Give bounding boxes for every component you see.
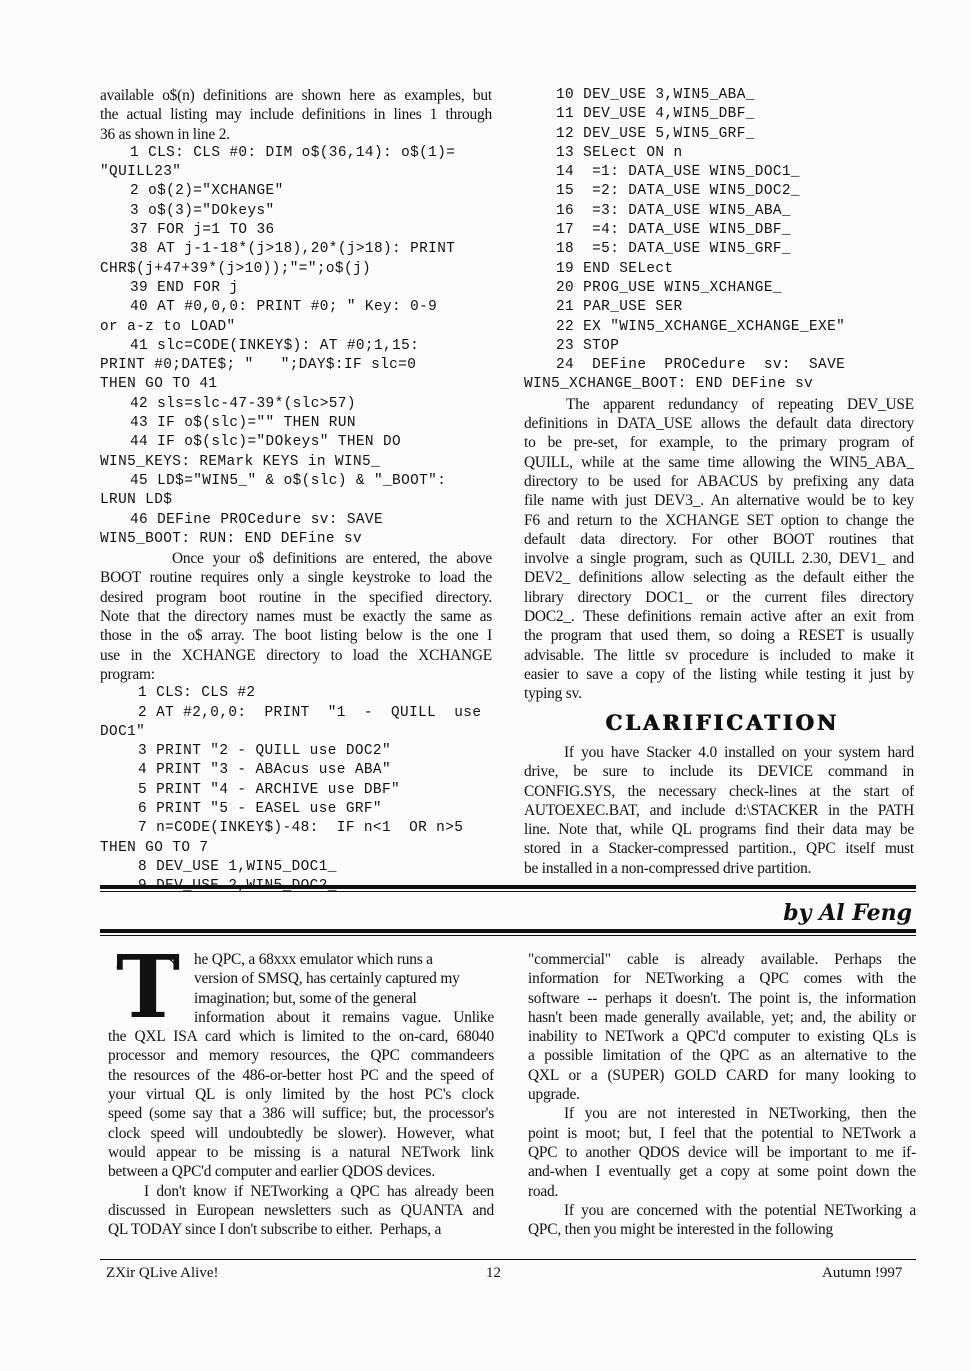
code-line: 45 LD$="WIN5_" & o$(slc) & "_BOOT": [130,472,447,489]
text-line: advisable. The little sv procedure is included to make it [524,646,914,664]
text-line: imagination; but, some of the general [194,989,417,1007]
code-line: 37 FOR j=1 TO 36 [130,222,275,239]
code-line: 18 =5: DATA_USE WIN5_GRF_ [556,241,791,258]
code-line: CHR$(j+47+39*(j>10));"=";o$(j) [100,260,372,277]
code-line: 1 CLS: CLS #0: DIM o$(36,14): o$(1)= [130,144,456,161]
text-line: inability to NETwork a QPC'd computer to existing QLs is [528,1028,916,1046]
text-line: default data directory. For other BOOT routines that [524,530,914,548]
code-line: 42 sls=slc-47-39*(slc>57) [130,395,356,412]
code-line: 3 o$(3)="DOkeys" [130,202,275,219]
text-line: between a QPC'd computer and earlier QDOS devices. [108,1163,435,1181]
text-line: desired program boot routine in the specified directory. [100,588,492,606]
text-line: AUTOEXEC.BAT, and include d:\STACKER in the PATH [524,801,914,819]
code-line: 2 o$(2)="XCHANGE" [130,183,284,200]
text-line: road. [528,1182,559,1200]
code-line: 13 SELect ON n [556,144,683,161]
text-line: upgrade. [528,1086,580,1104]
section-rule-bottom [100,929,916,933]
footer-left: ZXir QLive Alive! [106,1265,219,1281]
text-line: CONFIG.SYS, the necessary check-lines at the start of [524,782,914,800]
code-line: 43 IF o$(slc)="" THEN RUN [130,415,356,432]
text-line: available o$(n) definitions are shown here as examples, but [100,87,492,104]
section-rule-bottom-thin [100,935,916,936]
code-line: 2 AT #2,0,0: PRINT "1 - QUILL use [138,704,482,721]
section-rule-top-thin [100,891,916,892]
text-line: your virtual QL is only limited by the host PC's clock [108,1086,494,1104]
byline: by Al Feng [783,900,912,926]
text-line: Note that the directory names must be exactly the same as [100,608,492,626]
code-line: 38 AT j-1-18*(j>18),20*(j>18): PRINT [130,241,456,258]
code-line: 11 DEV_USE 4,WIN5_DBF_ [556,106,755,123]
text-line: definitions in DATA_USE allows the default data directory [524,415,914,433]
text-line: DOC2_. These definitions remain active after an exit from [524,608,914,626]
code-line: 41 slc=CODE(INKEY$): AT #0;1,15: [130,337,420,354]
text-line: clock speed will undoubtedly be slower). However, what [108,1124,494,1142]
code-line: 17 =4: DATA_USE WIN5_DBF_ [556,222,791,239]
text-line: information about it remains vague. Unlike [194,1008,494,1026]
text-line: information for NETworking a QPC comes with the [528,970,916,988]
clarification-text [524,743,914,878]
article-left-column [108,950,494,1239]
text-line: The apparent redundancy of repeating DEV_USE [566,395,914,413]
code-line: 12 DEV_USE 5,WIN5_GRF_ [556,125,755,142]
footer-rule [100,1259,916,1260]
code-line: DOC1" [100,723,146,740]
code-line: 6 PRINT "5 - EASEL use GRF" [138,800,382,817]
text-line: QPC to another QDOS device will be important to me if- [528,1143,916,1161]
code-line: 3 PRINT "2 - QUILL use DOC2" [138,743,392,760]
code-line: 46 DEFine PROCedure sv: SAVE [130,511,384,528]
left-column [100,86,492,896]
clarification-heading: CLARIFICATION [605,710,839,735]
text-line: a possible limitation of the QPC as an alternative to the [528,1047,916,1065]
text-line: 36 as shown in line 2. [100,125,230,143]
code-line: LRUN LD$ [100,492,173,509]
text-line: hasn't been made generally available, yet; and, the ability or [528,1008,916,1026]
text-line: I don't know if NETworking a QPC has already been [144,1182,494,1200]
text-line: version of SMSQ, has certainly captured my [194,970,460,988]
footer-right: Autumn !997 [822,1265,903,1281]
text-line: QUILL, while at the same time allowing the WIN5_ABA_ [524,453,914,471]
code-line: 15 =2: DATA_USE WIN5_DOC2_ [556,183,800,200]
text-line: "commercial" cable is already available. Perhaps the [528,951,916,968]
code-line: 23 STOP [556,337,620,354]
text-line: line. Note that, while QL programs find their data may be [524,821,914,839]
text-line: QXL or a (SUPER) GOLD CARD for many looking to [528,1066,916,1084]
code-line: WIN5_KEYS: REMark KEYS in WIN5_ [100,453,381,470]
text-line: the program that used them, so doing a RESET is usually [524,627,914,645]
text-line: If you are not interested in NETworking, then the [564,1105,916,1123]
code-line: 7 n=CODE(INKEY$)-48: IF n<1 OR n>5 [138,820,464,837]
code-line: 44 IF o$(slc)="DOkeys" THEN DO [130,434,402,451]
text-line: software -- perhaps it doesn't. The point is, the information [528,989,916,1007]
right-column-top [524,86,914,704]
text-line: the QXL ISA card which is limited to the on-card, 68040 [108,1028,494,1046]
text-line: library directory DOC1_ or the current files directory [524,588,914,606]
section-rule-top [100,885,916,889]
code-line: 19 END SELect [556,260,674,277]
text-line: to be pre-set, for example, to the primary program of [524,434,914,452]
text-line: the actual listing may include definitions in lines 1 through [100,106,492,124]
code-line: PRINT #0;DATE$; " ";DAY$:IF slc=0 [100,357,417,374]
text-line: discussed in European newsletters such as QUANTA and [108,1201,494,1219]
text-line: If you have Stacker 4.0 installed on your system hard [564,744,914,761]
code-line: THEN GO TO 7 [100,839,209,856]
text-line: involve a single program, such as QUILL 2.30, DEV1_ and [524,550,914,568]
text-line: QPC, then you might be interested in the following [528,1221,834,1239]
text-line: he QPC, a 68xxx emulator which runs a [194,951,433,968]
text-line: processor and memory resources, the QPC commandeers [108,1047,494,1065]
text-line: If you are concerned with the potential NETworking a [564,1201,916,1219]
text-line: be installed in a non-compressed drive partition. [524,859,812,877]
code-line: 8 DEV_USE 1,WIN5_DOC1_ [138,858,337,875]
code-line: 24 DEFine PROCedure sv: SAVE [556,357,846,374]
code-line: 20 PROG_USE WIN5_XCHANGE_ [556,279,782,296]
text-line: DEV2_ definitions allow selecting as the default either the [524,569,914,587]
article-right-column [528,950,916,1239]
code-line: 22 EX "WIN5_XCHANGE_XCHANGE_EXE" [556,318,846,335]
text-line: the resources of the 486-or-better host PC and the speed of [108,1066,494,1084]
text-line: stored in a Stacker-compressed partition., QPC itself must [524,840,914,858]
code-line: WIN5_BOOT: RUN: END DEFine sv [100,530,363,547]
code-line: 21 PAR_USE SER [556,299,683,316]
text-line: drive, be sure to include its DEVICE command in [524,763,914,781]
code-line: "QUILL23" [100,164,182,181]
code-line: THEN GO TO 41 [100,376,218,393]
text-line: directory to be used for ABACUS by prefixing any data [524,472,914,490]
text-line: program: [100,665,155,683]
text-line: file name with just DEV3_. An alternative would be to key [524,492,914,510]
code-line: 39 END FOR j [130,279,239,296]
drop-cap: T [108,948,188,1028]
code-line: 14 =1: DATA_USE WIN5_DOC1_ [556,164,800,181]
text-line: F6 and return to the XCHANGE SET option to change the [524,511,914,529]
text-line: and-when I eventually get a copy at some point down the [528,1163,916,1181]
text-line: Once your o$ definitions are entered, the above [172,550,492,568]
code-line: 5 PRINT "4 - ARCHIVE use DBF" [138,781,401,798]
text-line: typing sv. [524,685,582,703]
text-line: easier to save a copy of the listing while testing it just by [524,665,914,683]
text-line: point is moot; but, I feel that the potential to NETwork a [528,1124,916,1142]
code-line: WIN5_XCHANGE_BOOT: END DEFine sv [524,376,814,393]
code-line: 16 =3: DATA_USE WIN5_ABA_ [556,202,791,219]
code-line: or a-z to LOAD" [100,318,236,335]
text-line: BOOT routine requires only a single keystroke to load the [100,569,492,587]
code-line: 40 AT #0,0,0: PRINT #0; " Key: 0-9 [130,299,438,316]
code-line: 10 DEV_USE 3,WIN5_ABA_ [556,87,755,103]
text-line: use in the XCHANGE directory to load the XCHANGE [100,646,492,664]
text-line: QL TODAY since I don't subscribe to either. Perhaps, a [108,1221,442,1239]
text-line: would appear to be missing is a natural NETwork link [108,1143,494,1161]
text-line: those in the o$ array. The boot listing below is the one I [100,627,492,645]
page-number: 12 [486,1265,501,1281]
code-line: 1 CLS: CLS #2 [138,685,256,702]
text-line: speed (some say that a 386 will suffice; but, the processor's [108,1105,494,1123]
code-line: 4 PRINT "3 - ABAcus use ABA" [138,762,392,779]
